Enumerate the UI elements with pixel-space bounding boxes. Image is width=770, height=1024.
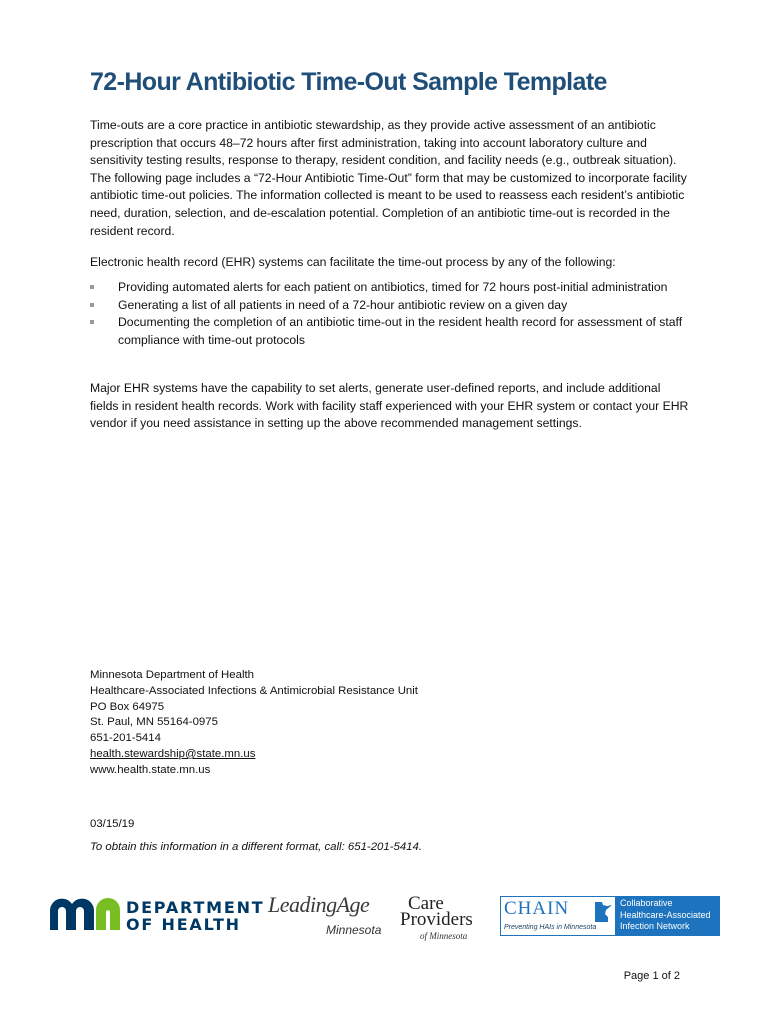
contact-block (90, 668, 418, 779)
list-item (90, 279, 690, 297)
contact-unit: Healthcare-Associated Infections & Antimicrobial Resistance Unit (90, 684, 418, 697)
leadingage-logo-sub: Minnesota (326, 923, 382, 937)
leadingage-logo (268, 892, 388, 944)
document-title: 72-Hour Antibiotic Time-Out Sample Template (90, 68, 607, 96)
square-bullet-icon (90, 285, 94, 289)
ehr-intro-paragraph: Electronic health record (EHR) systems can facilitate the time-out process by any of the following: (90, 255, 616, 269)
list-item (90, 297, 690, 315)
intro-paragraph: Time-outs are a core practice in antibiotic stewardship, as they provide active assessment of an antibiotic prescription that occurs 48–72 hours after first administration, taking into account laboratory culture and sensitivity testing results, response to therapy, resident condition, and facility needs (e.g., outbreak situation). The following page includes a “72-Hour Antibiotic Time-Out” form that may be customized to incorporate facility antibiotic time-out policies. The information collected is meant to be used to reassess each resident’s antibiotic need, duration, selection, and de-escalation potential. Completion of an antibiotic time-out is recorded in the resident record. (90, 118, 687, 238)
contact-pobox: PO Box 64975 (90, 700, 165, 713)
contact-email-link[interactable]: health.stewardship@state.mn.us (90, 747, 256, 760)
contact-phone: 651-201-5414 (90, 732, 161, 745)
document-date: 03/15/19 (90, 818, 135, 830)
chain-logo-line2: Healthcare-Associated (620, 909, 711, 920)
minnesota-map-icon (593, 901, 613, 923)
partner-logos (48, 888, 728, 948)
ehr-feature-list (90, 279, 690, 349)
square-bullet-icon (90, 303, 94, 307)
care-providers-logo-line2: Providers (400, 909, 473, 930)
chain-logo-tagline: Preventing HAIs in Minnesota (504, 924, 597, 931)
alt-format-note: To obtain this information in a different format, call: 651-201-5414. (90, 841, 422, 853)
mdh-logo-line2: OF HEALTH (126, 915, 241, 934)
mdh-logo (48, 896, 265, 936)
leadingage-logo-text: LeadingAge (268, 892, 370, 917)
chain-logo-line1: Collaborative (620, 898, 673, 908)
chain-logo-line3: Infection Network (620, 921, 690, 931)
mn-mark-icon (48, 896, 120, 930)
contact-city: St. Paul, MN 55164-0975 (90, 716, 218, 729)
ehr-capability-paragraph: Major EHR systems have the capability to set alerts, generate user-defined reports, and include additional fields in resident health records. Work with facility staff experienced with your EHR system or contact your EHR vendor if you need assistance in setting up the above recommended management settings. (90, 381, 689, 431)
contact-org: Minnesota Department of Health (90, 669, 254, 681)
mdh-logo-line1: DEPARTMENT (126, 898, 265, 917)
chain-logo (500, 896, 720, 936)
care-providers-logo (400, 894, 484, 946)
care-providers-logo-line1: Care (408, 893, 444, 914)
square-bullet-icon (90, 320, 94, 324)
care-providers-logo-sub: of Minnesota (420, 931, 468, 941)
list-item (90, 314, 690, 349)
page-number: Page 1 of 2 (623, 970, 680, 982)
list-item-text: Documenting the completion of an antibiotic time-out in the resident health record for assessment of staff compliance with time-out protocols (118, 315, 683, 347)
list-item-text: Providing automated alerts for each patient on antibiotics, timed for 72 hours post-initial administration (118, 280, 668, 294)
contact-website: www.health.state.mn.us (90, 763, 211, 776)
list-item-text: Generating a list of all patients in need of a 72-hour antibiotic review on a given day (118, 297, 568, 312)
chain-logo-name: CHAIN (504, 898, 570, 919)
